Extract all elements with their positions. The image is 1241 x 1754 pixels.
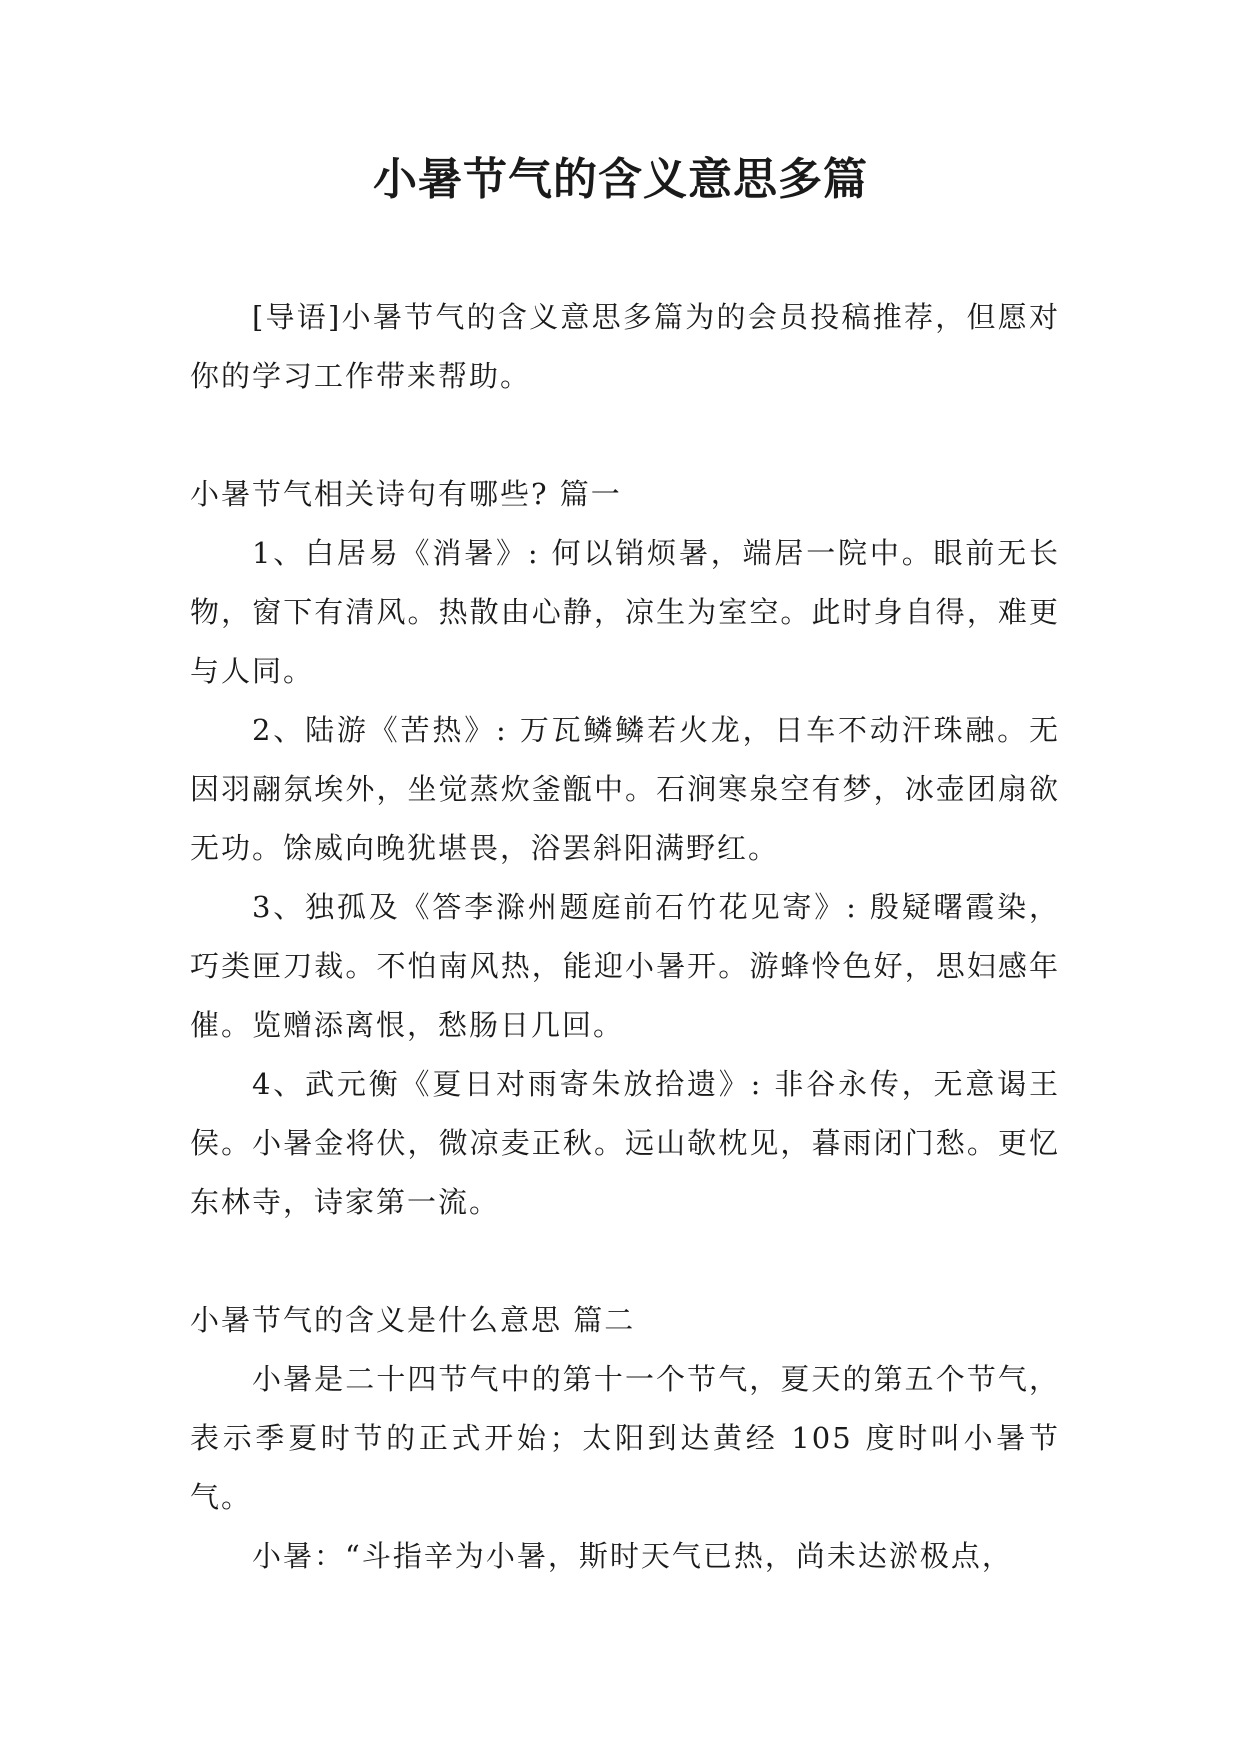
poem-paragraph-2: 2、陆游《苦热》: 万瓦鳞鳞若火龙，日车不动汗珠融。无因羽翮氛埃外，坐觉蒸炊釜甑中。石涧寒泉空有梦，冰壶团扇欲无功。馀威向晚犹堪畏，浴罢斜阳满野红。 — [190, 713, 1060, 865]
document-title: 小暑节气的含义意思多篇 — [373, 154, 868, 205]
document-body — [190, 288, 1060, 1586]
intro-paragraph: [导语]小暑节气的含义意思多篇为的会员投稿推荐，但愿对你的学习工作带来帮助。 — [190, 300, 1060, 393]
section-heading-2: 小暑节气的含义是什么意思 篇二 — [190, 1303, 636, 1337]
section-heading-1: 小暑节气相关诗句有哪些? 篇一 — [190, 477, 622, 511]
meaning-paragraph-2: 小暑：“斗指辛为小暑，斯时天气已热，尚未达淤极点， — [252, 1539, 1013, 1573]
poem-paragraph-4: 4、武元衡《夏日对雨寄朱放拾遗》: 非谷永传，无意谒王侯。小暑金将伏，微凉麦正秋。远山欹枕见，暮雨闭门愁。更忆东林寺，诗家第一流。 — [190, 1067, 1060, 1219]
poem-paragraph-1: 1、白居易《消暑》: 何以销烦暑，端居一院中。眼前无长物，窗下有清风。热散由心静，凉生为室空。此时身自得，难更与人同。 — [190, 536, 1060, 688]
meaning-paragraph-1: 小暑是二十四节气中的第十一个节气，夏天的第五个节气，表示季夏时节的正式开始；太阳到达黄经 105 度时叫小暑节气。 — [190, 1362, 1060, 1514]
poem-paragraph-3: 3、独孤及《答李滁州题庭前石竹花见寄》: 殷疑曙霞染，巧类匣刀裁。不怕南风热，能迎小暑开。游蜂怜色好，思妇感年催。览赠添离恨，愁肠日几回。 — [190, 890, 1060, 1042]
